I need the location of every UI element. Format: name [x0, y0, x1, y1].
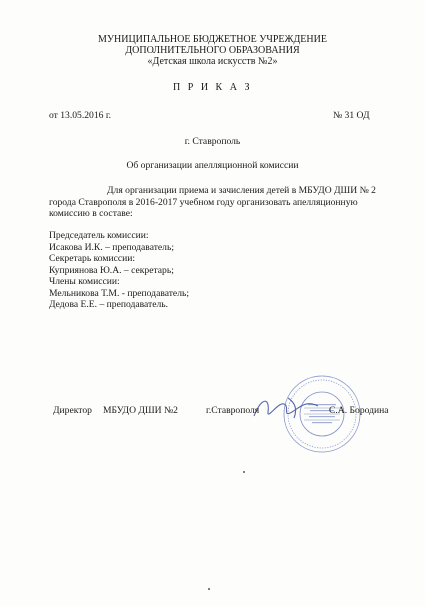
member-line: Дедова Е.Е. – преподаватель.	[49, 299, 169, 310]
member-line: Председатель комиссии:	[49, 230, 149, 241]
body-line-3: комиссию в составе:	[49, 208, 133, 219]
body-line-1: Для организации приема и зачисления детей в МБУДО ДШИ № 2	[107, 185, 376, 196]
signature-name: С.А. Бородина	[329, 405, 389, 416]
body-line-2: города Ставрополя в 2016-2017 учебном году организовать апелляционную	[49, 196, 358, 208]
handwritten-signature	[248, 392, 328, 424]
org-name-line-1: МУНИЦИПАЛЬНОЕ БЮДЖЕТНОЕ УЧРЕЖДЕНИЕ	[98, 34, 327, 45]
signature-city: г.Ставрополя	[206, 405, 260, 416]
signature-position: Директор	[53, 405, 92, 416]
org-name-line-2: ДОПОЛНИТЕЛЬНОГО ОБРАЗОВАНИЯ	[125, 45, 300, 56]
document-number: № 31 ОД	[333, 110, 370, 121]
member-line: Куприянова Ю.А. – секретарь;	[49, 264, 174, 276]
document-type: П Р И К А З	[173, 82, 252, 93]
scan-speck	[243, 471, 245, 473]
scan-speck	[208, 588, 210, 590]
document-date: от 13.05.2016 г.	[49, 110, 112, 121]
member-line: Мельникова Т.М. - преподаватель;	[49, 287, 190, 299]
org-name-line-3: «Детская школа искусств №2»	[147, 56, 278, 67]
signature-organization: МБУДО ДШИ №2	[103, 405, 178, 416]
document-city: г. Ставрополь	[184, 136, 241, 147]
member-line: Секретарь комиссии:	[49, 253, 136, 264]
document-subject: Об организации апелляционной комиссии	[126, 160, 299, 171]
member-line: Члены комиссии:	[49, 276, 120, 287]
member-line: Исакова И.К. – преподаватель;	[49, 241, 174, 253]
